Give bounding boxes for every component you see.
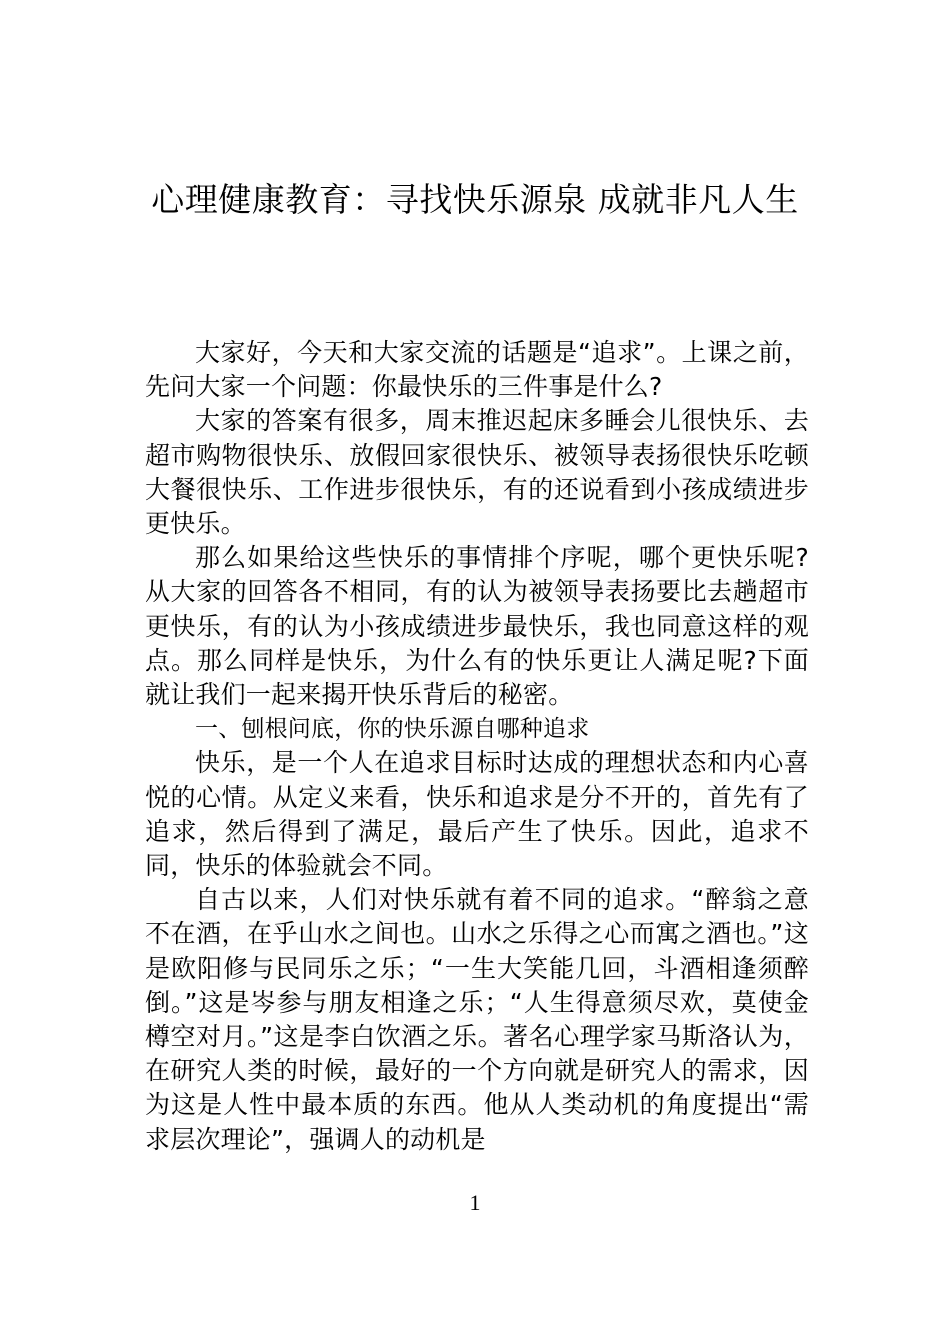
paragraph-ranking: 那么如果给这些快乐的事情排个序呢，哪个更快乐呢?从大家的回答各不相同，有的认为被领导表扬要比去趟超市更快乐，有的认为小孩成绩进步最快乐，我也同意这样的观点。那么同样是快乐，为什么有的快乐更让人满足呢?下面就让我们一起来揭开快乐背后的秘密。 [145, 543, 809, 710]
paragraph-history: 自古以来，人们对快乐就有着不同的追求。“醉翁之意不在酒，在乎山水之间也。山水之乐得之心而寓之酒也。”这是欧阳修与民同乐之乐；“一生大笑能几回，斗酒相逢须醉倒。”这是岑参与朋友相逢之乐；“人生得意须尽欢，莫使金樽空对月。”这是李白饮酒之乐。著名心理学家马斯洛认为，在研究人类的时候，最好的一个方向就是研究人的需求，因为这是人性中最本质的东西。他从人类动机的角度提出“需求层次理论”，强调人的动机是 [145, 885, 809, 1154]
page-number: 1 [469, 1190, 481, 1215]
document-title: 心理健康教育：寻找快乐源泉 成就非凡人生 [151, 180, 799, 219]
paragraph-intro: 大家好，今天和大家交流的话题是“追求”。上课之前，先问大家一个问题：你最快乐的三件事是什么? [145, 338, 809, 402]
paragraph-answers: 大家的答案有很多，周末推迟起床多睡会儿很快乐、去超市购物很快乐、放假回家很快乐、被领导表扬很快乐吃顿大餐很快乐、工作进步很快乐，有的还说看到小孩成绩进步更快乐。 [145, 406, 809, 539]
section-heading-1: 一、刨根问底，你的快乐源自哪种追求 [195, 716, 590, 743]
document-body [145, 336, 809, 1157]
paragraph-definition: 快乐，是一个人在追求目标时达成的理想状态和内心喜悦的心情。从定义来看，快乐和追求是分不开的，首先有了追求，然后得到了满足，最后产生了快乐。因此，追求不同，快乐的体验就会不同。 [145, 748, 809, 881]
